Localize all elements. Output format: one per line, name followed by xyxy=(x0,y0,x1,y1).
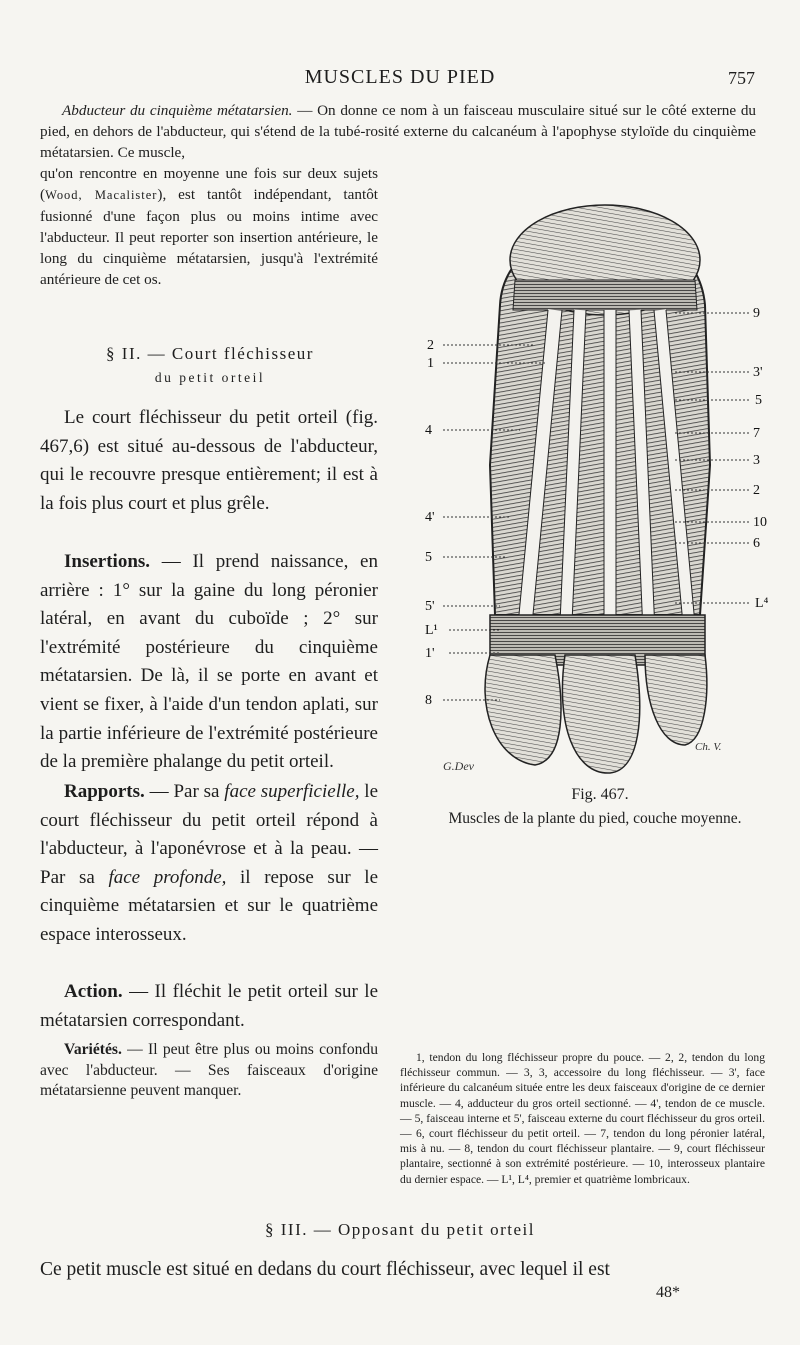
fig-label-3: 3 xyxy=(753,453,760,468)
fig-label-9: 9 xyxy=(753,306,760,321)
section-2-title: § II. — Court fléchisseur xyxy=(106,344,314,363)
fig-label-7: 7 xyxy=(753,426,760,441)
action-label: Action. xyxy=(64,981,123,1002)
fig-label-5-right: 5 xyxy=(755,393,762,408)
rapports-text-1: — Par sa xyxy=(149,781,220,802)
insertions-text: — Il prend naissance, en arrière : 1° sur la gaine du long péronier latéral, en avant du cuboïde ; 2° sur l'extrémité postérieure du cinquième métatarsien. De là, il se porte en avant et vient se fixer, à l'aide d'un tendon aplati, sur la partie inférieure de l'extrémité postérieure de la première phalange du petit orteil. xyxy=(40,551,378,773)
fig-label-3-prime: 3' xyxy=(753,365,763,380)
abducteur-text: — On donne ce nom à un faisceau musculaire situé sur le côté externe du pied, en dehors de l'abducteur, qui s'étend de la tubé-rosité externe du calcanéum à l'apophyse styloïde du cinquième métatarsien. Ce muscle, xyxy=(40,102,757,161)
fig-label-10: 10 xyxy=(753,515,767,530)
fig-label-4: 4 xyxy=(425,423,432,438)
running-title: MUSCLES DU PIED xyxy=(304,66,496,88)
fig-label-2: 2 xyxy=(427,338,434,353)
rapports-label: Rapports. xyxy=(64,781,145,802)
abducteur-paragraph xyxy=(40,100,756,163)
section-3-title: § III. — Opposant du petit orteil xyxy=(265,1220,535,1239)
fig-label-l1: L¹ xyxy=(425,623,438,638)
figure-title: Muscles de la plante du pied, couche moyenne. xyxy=(448,810,742,827)
figure-467-illustration xyxy=(405,185,795,785)
fig-label-5-prime: 5' xyxy=(425,599,435,614)
page-number: 757 xyxy=(728,68,755,88)
section-3-text: Ce petit muscle est situé en dedans du court fléchisseur, avec lequel il est xyxy=(40,1259,610,1280)
abducteur-title: Abducteur du cinquième métatarsien. xyxy=(62,102,293,119)
rapports-text-3: il repose sur le cinquième métatarsien et sur le quatrième espace interosseux. xyxy=(40,866,379,945)
fig-label-8: 8 xyxy=(425,693,432,708)
fig-label-2-right: 2 xyxy=(753,483,760,498)
varietes-paragraph xyxy=(40,1040,378,1102)
abducteur-cont-2: ), est tantôt indépendant, tantôt fusionné d'une façon plus ou moins intime avec l'abducteur. Il peut reporter son insertion antérieure, le long du cinquième métatarsien, jusqu'à l'extrémité antérieure de cet os. xyxy=(40,186,379,288)
figure-number: Fig. 467. xyxy=(571,786,629,803)
abducteur-continuation xyxy=(40,163,378,290)
varietes-text: — Il peut être plus ou moins confondu avec l'abducteur. — Ses faisceaux d'origine métatarsienne peuvent manquer. xyxy=(40,1041,379,1099)
fig-signature-right: Ch. V. xyxy=(695,741,722,753)
fig-signature-left: G.Dev xyxy=(443,759,474,773)
fig-label-1: 1 xyxy=(427,356,434,371)
insertions-label: Insertions. xyxy=(64,551,151,572)
rapports-face-profonde: face profonde, xyxy=(108,866,227,888)
fig-label-5: 5 xyxy=(425,550,432,565)
varietes-label: Variétés. xyxy=(64,1041,122,1058)
abducteur-authors: Wood, Macalister xyxy=(45,188,158,202)
insertions-paragraph xyxy=(40,548,378,777)
section-2-subtitle: du petit orteil xyxy=(154,370,266,385)
fig-label-4-prime: 4' xyxy=(425,510,435,525)
action-paragraph xyxy=(40,978,378,1035)
abducteur-cont-1: qu'on rencontre en moyenne une fois sur deux sujets ( xyxy=(40,165,378,203)
rapports-face-superficielle: face superficielle, xyxy=(224,781,360,802)
fig-label-6: 6 xyxy=(753,536,760,551)
fig-label-l4: L⁴ xyxy=(755,596,769,611)
page-header xyxy=(0,66,800,90)
signature-mark: 48* xyxy=(656,1284,680,1301)
section-2-intro: Le court fléchisseur du petit orteil (fig. 467,6) est situé au-dessous de l'abducteur, qui le recouvre presque entièrement; il est à la fois plus court et plus grêle. xyxy=(40,407,378,514)
fig-label-1-prime: 1' xyxy=(425,646,435,661)
figure-legend: 1, tendon du long fléchisseur propre du pouce. — 2, 2, tendon du long fléchisseur commun. — 3, 3, accessoire du long fléchisseur. — 3', face inférieure du calcanéum située entre les deux faisceaux d'origine de ce dernier muscle. — 4, adducteur du gros orteil sectionné. — 4', tendon de ce muscle. — 5, faisceau interne et 5', faisceau externe du court fléchisseur du gros orteil. — 6, court fléchisseur du petit orteil. — 7, tendon du long péronier latéral, mis à nu. — 8, tendon du court fléchisseur plantaire. — 9, court fléchisseur plantaire, sectionné à son extrémité postérieure. — 10, interosseux plantaire du dernier espace. — L¹, L⁴, premier et quatrième lombricaux. xyxy=(400,1051,765,1186)
action-text: — Il fléchit le petit orteil sur le métatarsien correspondant. xyxy=(40,981,379,1031)
rapports-text-2: le court fléchisseur du petit orteil répond à l'abducteur, à l'aponévrose et à la peau. — Par sa xyxy=(40,781,379,888)
rapports-paragraph xyxy=(40,778,378,950)
